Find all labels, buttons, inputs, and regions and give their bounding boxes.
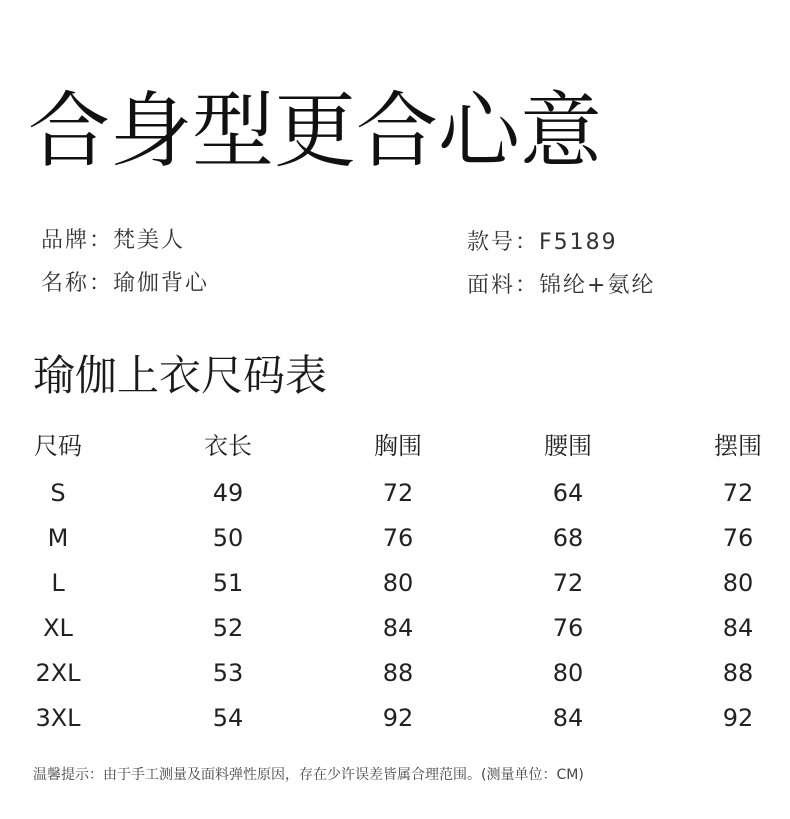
header-size: 尺码 <box>34 432 82 460</box>
header-hem: 摆围 <box>714 432 762 460</box>
cell-size: S <box>50 479 66 507</box>
table-row <box>0 471 790 516</box>
header-chest: 胸围 <box>374 432 422 460</box>
model-label: 款号： <box>467 230 540 255</box>
name-line <box>41 269 209 299</box>
cell-waist: 76 <box>552 614 584 642</box>
cell-chest: 80 <box>382 569 414 597</box>
cell-size: L <box>51 569 65 597</box>
cell-waist: 84 <box>552 704 584 732</box>
cell-length: 52 <box>212 614 244 642</box>
table-row <box>0 696 790 741</box>
header-waist: 腰围 <box>544 432 592 460</box>
brand-line <box>41 226 185 256</box>
cell-hem: 80 <box>722 569 754 597</box>
brand-value: 梵美人 <box>113 228 186 253</box>
cell-hem: 88 <box>722 659 754 687</box>
measurement-note: 温馨提示：由于手工测量及面料弹性原因，存在少许误差皆属合理范围。(测量单位：CM) <box>33 767 584 783</box>
cell-waist: 64 <box>552 479 584 507</box>
name-value: 瑜伽背心 <box>113 271 210 296</box>
cell-size: XL <box>43 614 73 642</box>
name-label: 名称： <box>41 271 114 296</box>
cell-waist: 72 <box>552 569 584 597</box>
cell-size: 3XL <box>35 704 81 732</box>
fabric-value: 锦纶+氨纶 <box>539 273 656 298</box>
cell-chest: 84 <box>382 614 414 642</box>
cell-length: 54 <box>212 704 244 732</box>
cell-waist: 80 <box>552 659 584 687</box>
cell-length: 49 <box>212 479 244 507</box>
headline: 合身型更合心意 <box>28 84 603 179</box>
table-row <box>0 651 790 696</box>
cell-size: M <box>47 524 69 552</box>
cell-hem: 72 <box>722 479 754 507</box>
cell-chest: 88 <box>382 659 414 687</box>
cell-chest: 92 <box>382 704 414 732</box>
cell-length: 51 <box>212 569 244 597</box>
header-length: 衣长 <box>204 432 252 460</box>
cell-hem: 92 <box>722 704 754 732</box>
cell-chest: 72 <box>382 479 414 507</box>
cell-chest: 76 <box>382 524 414 552</box>
table-row <box>0 516 790 561</box>
cell-hem: 84 <box>722 614 754 642</box>
model-line <box>467 228 618 258</box>
cell-size: 2XL <box>35 659 81 687</box>
table-row <box>0 561 790 606</box>
brand-label: 品牌： <box>41 228 114 253</box>
cell-hem: 76 <box>722 524 754 552</box>
model-value: F5189 <box>539 230 618 255</box>
table-row <box>0 606 790 651</box>
cell-length: 50 <box>212 524 244 552</box>
size-chart-header-row <box>0 424 790 469</box>
cell-waist: 68 <box>552 524 584 552</box>
fabric-label: 面料： <box>467 273 540 298</box>
cell-length: 53 <box>212 659 244 687</box>
size-chart-title: 瑜伽上衣尺码表 <box>33 351 328 400</box>
fabric-line <box>467 271 655 301</box>
